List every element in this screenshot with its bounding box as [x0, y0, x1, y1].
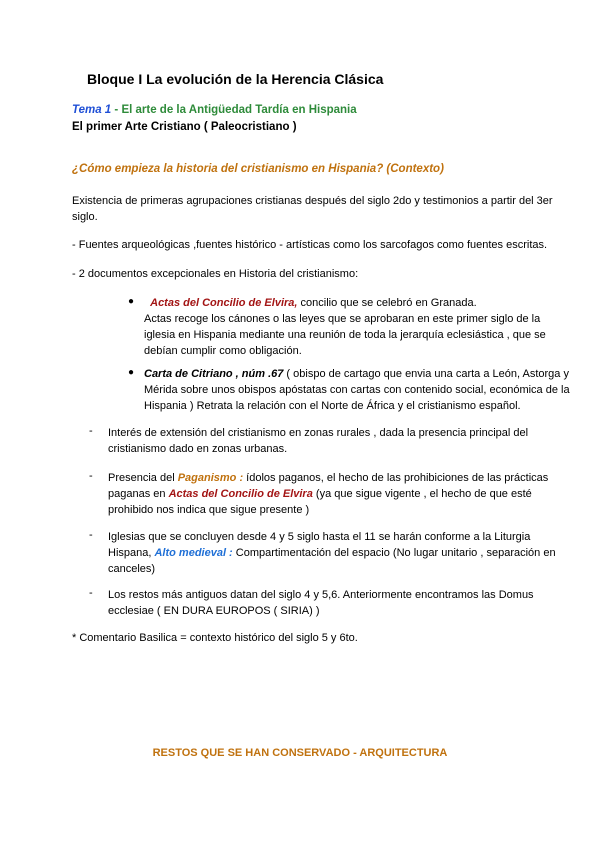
dash-marker: - — [89, 587, 93, 599]
dash-text: ídolos paganos, el hecho de las prohibiciones de las prácticas paganas en — [108, 472, 549, 500]
dash-item-iglesias — [108, 529, 568, 577]
paragraph-2: - Fuentes arqueológicas ,fuentes histórico - artísticas como los sarcofagos como fuentes escritas. — [72, 239, 548, 251]
dash-marker: - — [89, 425, 93, 437]
bullet-item-concilio — [144, 295, 564, 359]
paragraph-3: - 2 documentos excepcionales en Historia del cristianismo: — [72, 268, 359, 280]
tema-description: El arte de la Antigüedad Tardía en Hispania — [121, 104, 357, 116]
dash-item-paganismo — [108, 470, 568, 518]
bullet-text: ( obispo de cartago que envia una carta a León, Astorga y Mérida sobre unos obispos apóstatas con cartas con contenido social, económica de la Hispania ) Retrata la relación con el Norte de África y el cristianismo español. — [144, 368, 570, 412]
tema-separator: - — [111, 104, 122, 116]
bullet-marker: ● — [128, 367, 135, 378]
concilio-highlight: Actas del Concilio de Elvira — [168, 488, 313, 500]
bullet-highlight: Carta de Citriano , núm .67 — [144, 368, 284, 380]
dash-text: (ya que sigue vigente , el hecho de que esté prohibido nos indica que sigue presente ) — [108, 488, 532, 516]
tema-number: Tema 1 — [72, 104, 112, 116]
bullet-highlight: Actas del Concilio de Elvira, — [150, 297, 298, 309]
bullet-item-carta — [144, 366, 574, 414]
bullet-text: concilio que se celebró en Granada. — [297, 297, 477, 309]
section-subtitle: El primer Arte Cristiano ( Paleocristiano ) — [72, 121, 297, 133]
paganismo-highlight: Paganismo : — [177, 472, 244, 484]
dash-text: Iglesias que se concluyen desde 4 y 5 siglo hasta el 11 se harán conforme a la Liturgia Hispana, — [108, 531, 531, 559]
dash-marker: - — [89, 470, 93, 482]
context-question: ¿Cómo empieza la historia del cristianismo en Hispania? (Contexto) — [72, 163, 444, 175]
tema-heading — [72, 104, 357, 116]
comment-note: * Comentario Basilica = contexto histórico del siglo 5 y 6to. — [72, 632, 358, 644]
paragraph-1: Existencia de primeras agrupaciones cristianas después del siglo 2do y testimonios a partir del 3er siglo. — [72, 195, 553, 223]
dash-text: Compartimentación del espacio (No lugar unitario , separación en canceles) — [108, 547, 556, 575]
alto-medieval-highlight: Alto medieval : — [154, 547, 233, 559]
bullet-detail: Actas recoge los cánones o las leyes que se aprobaran en este primer siglo de la iglesia en Hispania mediante una reunión de toda la jerarquía eclesiástica , que se debían cumplir como obligación. — [144, 313, 546, 357]
bullet-marker: ● — [128, 296, 135, 307]
page-title: Bloque I La evolución de la Herencia Clásica — [87, 71, 384, 87]
dash-item-rural: Interés de extensión del cristianismo en zonas rurales , dada la presencia principal del cristianismo dado en zonas urbanas. — [108, 427, 529, 455]
dash-item-restos: Los restos más antiguos datan del siglo 4 y 5,6. Anteriormente encontramos las Domus ecclesiae ( EN DURA EUROPOS ( SIRIA) ) — [108, 589, 534, 617]
section-footer-heading: RESTOS QUE SE HAN CONSERVADO - ARQUITECTURA — [152, 747, 448, 759]
dash-text: Presencia del — [108, 472, 178, 484]
dash-marker: - — [89, 529, 93, 541]
